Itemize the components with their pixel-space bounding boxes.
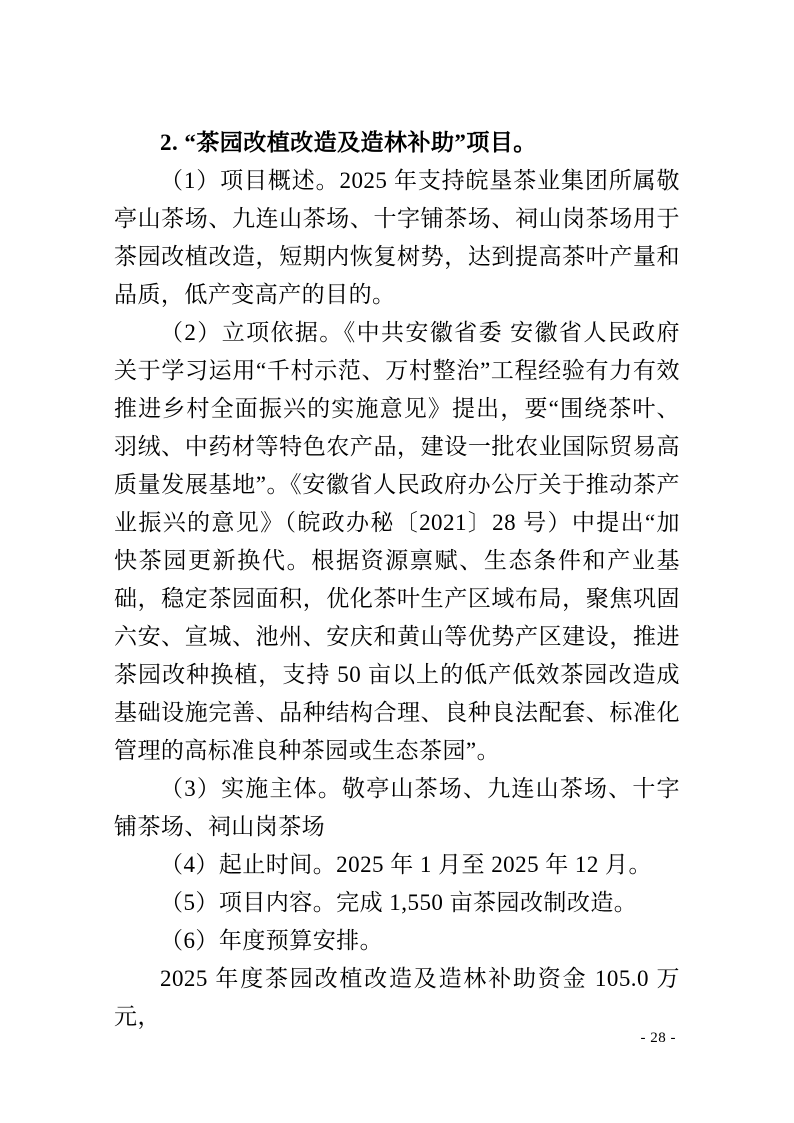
paragraph-project-content: （5）项目内容。完成 1,550 亩茶园改制改造。 bbox=[160, 890, 638, 915]
page-number: - 28 - bbox=[640, 1030, 676, 1046]
paragraph-annual-budget-heading: （6）年度预算安排。 bbox=[160, 928, 384, 953]
document-body bbox=[114, 124, 680, 1036]
paragraph-implementing-entities: （3）实施主体。敬亭山茶场、九连山茶场、十字铺茶场、祠山岗茶场 bbox=[114, 776, 680, 839]
paragraph-budget-amount: 2025 年度茶园改植改造及造林补助资金 105.0 万元， bbox=[114, 966, 680, 1029]
section-heading: 2. “茶园改植改造及造林补助”项目。 bbox=[160, 130, 537, 155]
paragraph-project-overview: （1）项目概述。2025 年支持皖垦茶业集团所属敬亭山茶场、九连山茶场、十字铺茶场、祠山岗茶场用于茶园改植改造，短期内恢复树势，达到提高茶叶产量和品质，低产变高产的目的。 bbox=[114, 168, 680, 307]
paragraph-time-period: （4）起止时间。2025 年 1 月至 2025 年 12 月。 bbox=[160, 852, 652, 877]
paragraph-project-basis: （2）立项依据。《中共安徽省委 安徽省人民政府关于学习运用“千村示范、万村整治”工程经验有力有效推进乡村全面振兴的实施意见》提出，要“围绕茶叶、羽绒、中药材等特色农产品，建设一批农业国际贸易高质量发展基地”。《安徽省人民政府办公厅关于推动茶产业振兴的意见》（皖政办秘〔2021〕28 号）中提出“加快茶园更新换代。根据资源禀赋、生态条件和产业基础，稳定茶园面积，优化茶叶生产区域布局，聚焦巩固六安、宣城、池州、安庆和黄山等优势产区建设，推进茶园改种换植，支持 50 亩以上的低产低效茶园改造成基础设施完善、品种结构合理、良种良法配套、标准化管理的高标准良种茶园或生态茶园”。 bbox=[114, 320, 680, 763]
